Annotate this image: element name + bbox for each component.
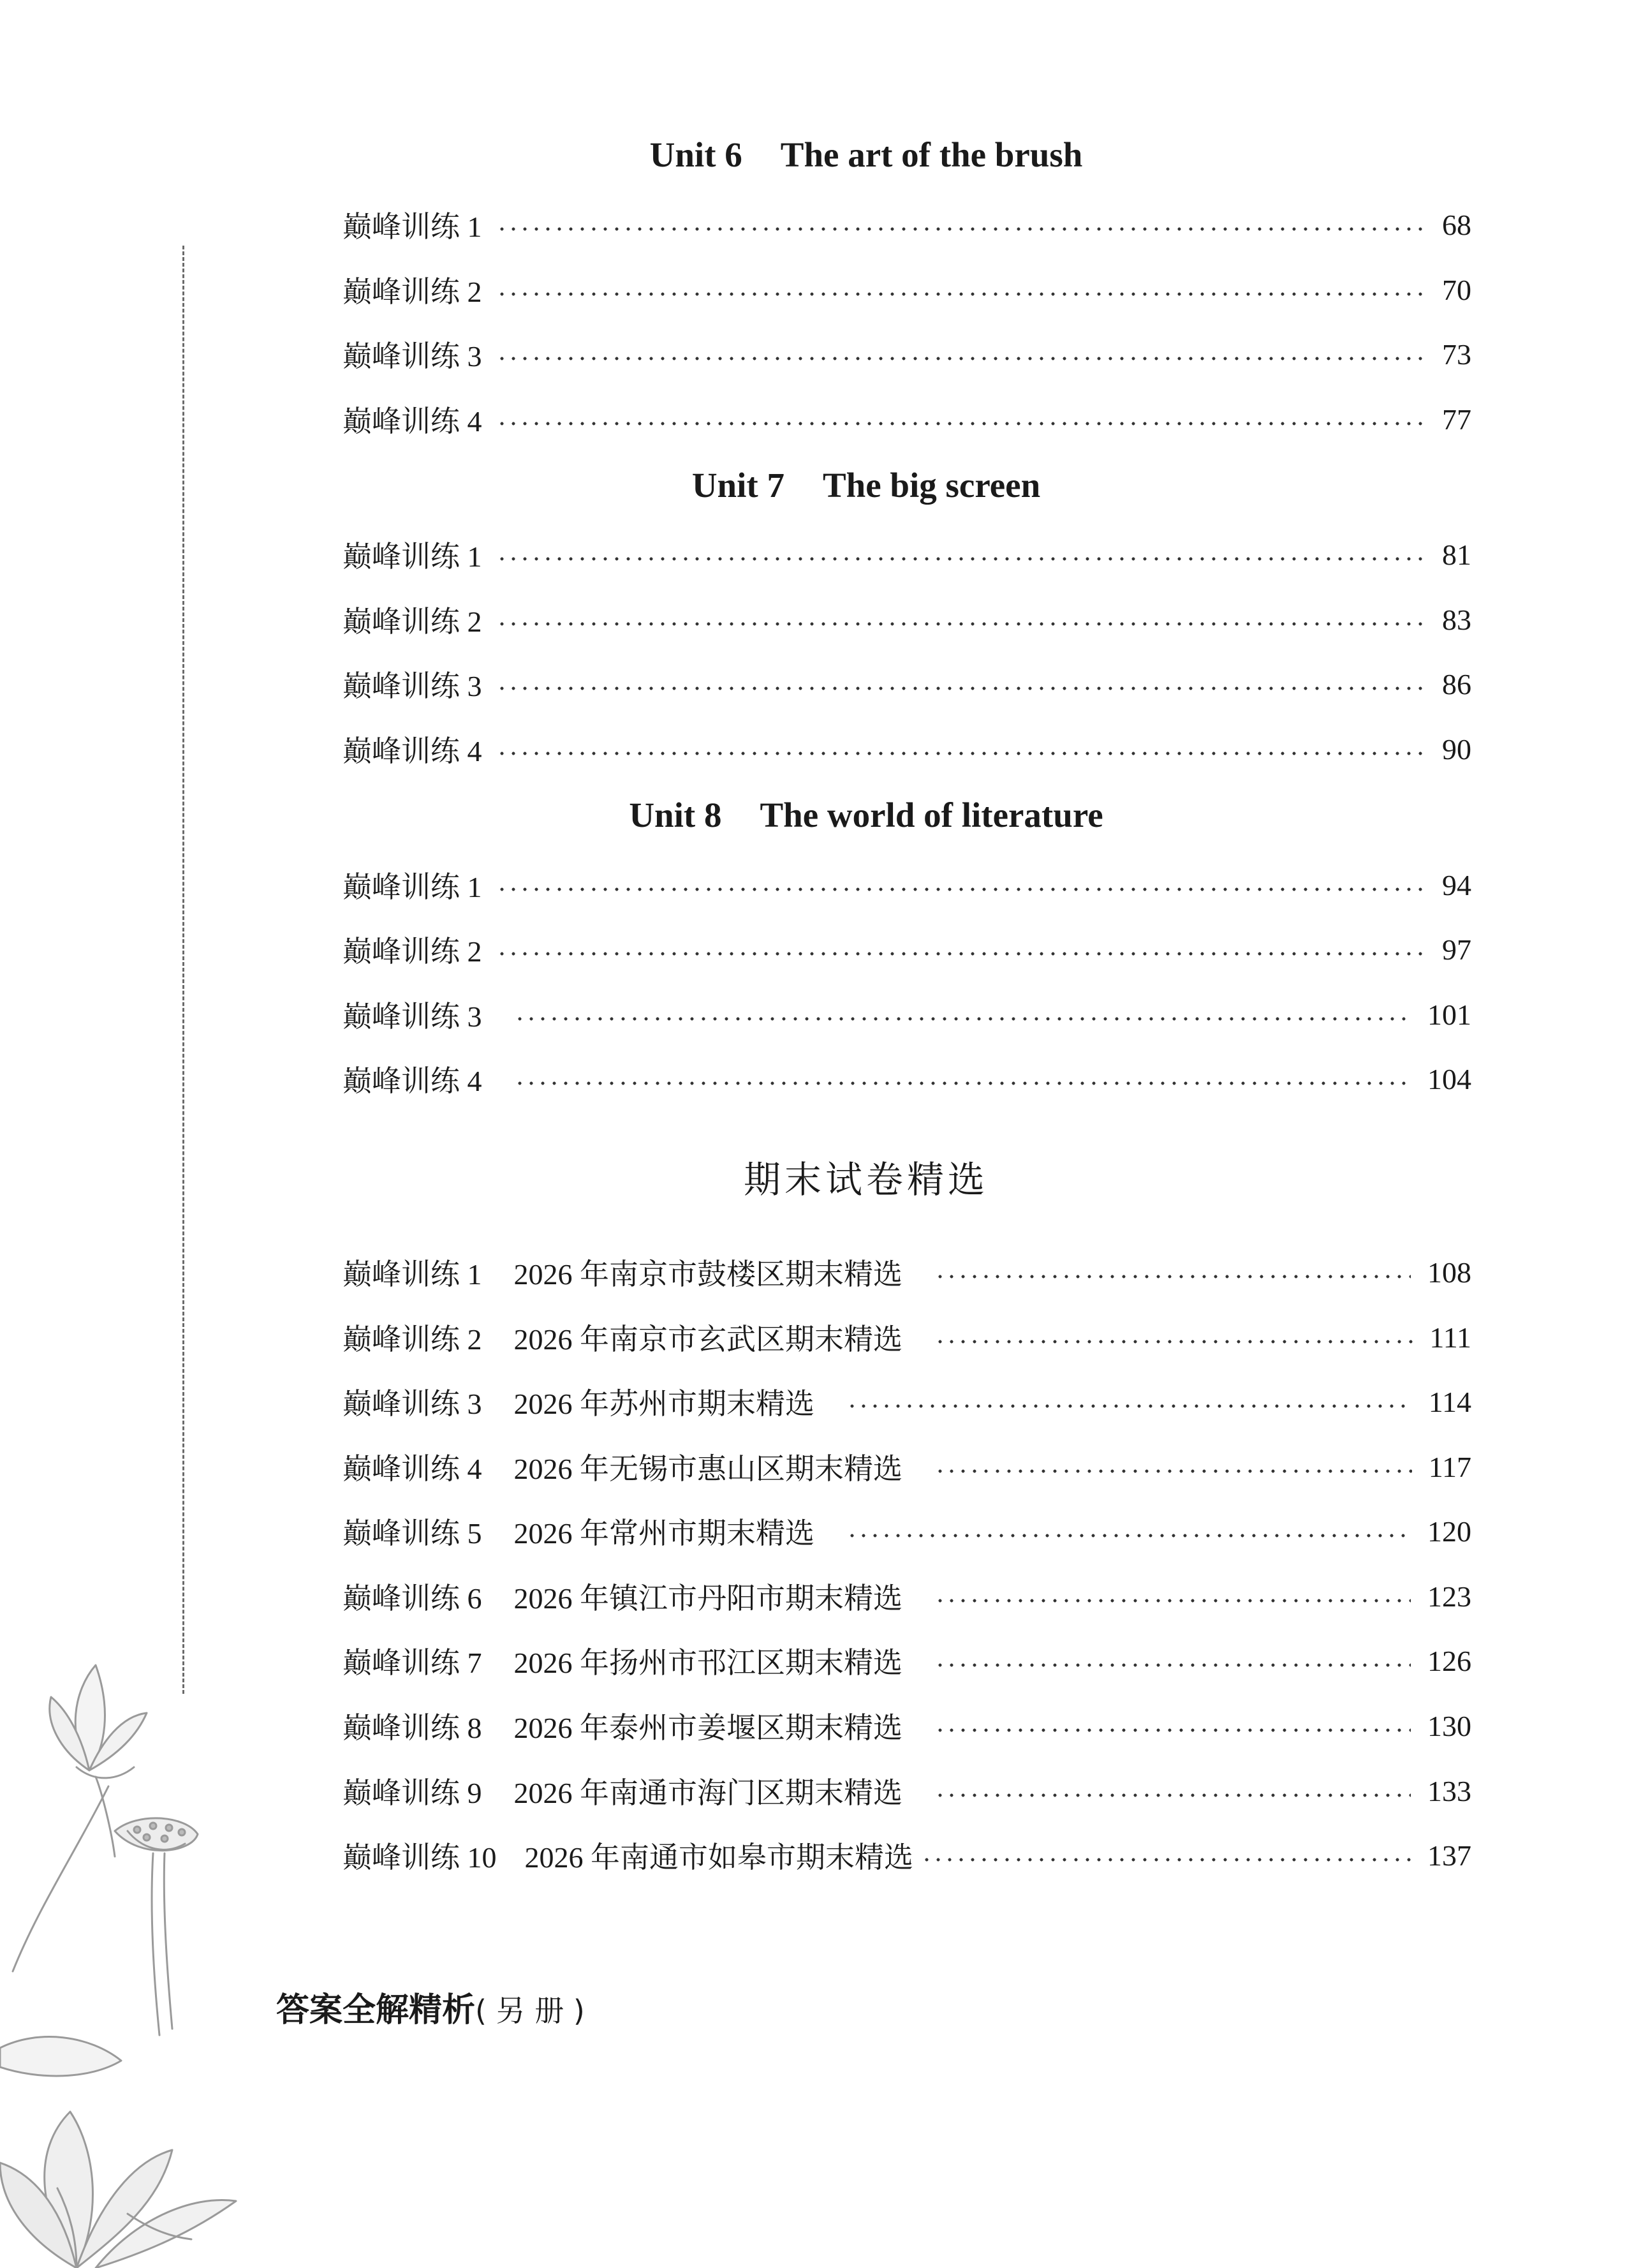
unit-6-number: Unit 6 (649, 135, 742, 174)
entry-label: 巅峰训练 1 (342, 1258, 482, 1291)
dot-leader (496, 887, 1424, 891)
entry-label: 巅峰训练 1 (342, 211, 482, 243)
entry-title: 2026 年常州市期末精选 (513, 1517, 814, 1550)
toc-entry-exam-8[interactable] (342, 1707, 1471, 1745)
page-number: 108 (1427, 1256, 1471, 1289)
unit-7-heading (0, 463, 1627, 508)
dot-leader (496, 752, 1424, 755)
entry-label: 巅峰训练 3 (342, 340, 482, 373)
entry-label: 巅峰训练 4 (342, 1065, 482, 1097)
toc-entry-exam-4[interactable] (342, 1448, 1471, 1486)
dot-leader (496, 557, 1424, 561)
dot-leader (496, 686, 1424, 690)
toc-entry-exam-10[interactable] (342, 1836, 1471, 1874)
toc-entry-unit8-3[interactable] (342, 995, 1471, 1034)
toc-entry-exam-5[interactable] (342, 1512, 1471, 1550)
toc-entry-unit7-4[interactable] (342, 730, 1471, 768)
page-number: 83 (1442, 603, 1471, 636)
dot-leader (846, 1534, 1411, 1538)
entry-label: 巅峰训练 2 (342, 276, 482, 308)
final-exams-heading: 期末试卷精选 (743, 1158, 989, 1201)
entry-label: 巅峰训练 3 (342, 1388, 482, 1420)
page-number: 123 (1427, 1580, 1471, 1613)
toc-entry-unit8-4[interactable] (342, 1060, 1471, 1098)
dot-leader (934, 1663, 1411, 1667)
entry-title: 2026 年镇江市丹阳市期末精选 (513, 1582, 902, 1615)
page-number: 114 (1428, 1385, 1471, 1418)
page-number: 130 (1427, 1709, 1471, 1742)
dot-leader (921, 1858, 1411, 1862)
unit-8-number: Unit 8 (629, 796, 722, 834)
page-number: 86 (1442, 667, 1471, 700)
page-number: 133 (1427, 1774, 1471, 1807)
unit-6-title: The art of the brush (780, 135, 1083, 174)
page-number: 97 (1442, 933, 1471, 966)
dot-leader (514, 1017, 1411, 1021)
unit-8-title: The world of literature (760, 796, 1103, 834)
dot-leader (934, 1275, 1411, 1279)
entry-title: 2026 年南京市鼓楼区期末精选 (513, 1258, 902, 1291)
toc-entry-exam-2[interactable] (342, 1318, 1471, 1356)
entry-label: 巅峰训练 5 (342, 1517, 482, 1550)
toc-entry-unit7-1[interactable] (342, 535, 1471, 574)
page-number: 117 (1428, 1450, 1471, 1483)
dot-leader (846, 1404, 1412, 1408)
page-number: 94 (1442, 868, 1471, 901)
entry-label: 巅峰训练 8 (342, 1712, 482, 1744)
entry-label: 巅峰训练 1 (342, 871, 482, 903)
dot-leader (934, 1469, 1412, 1473)
entry-label: 巅峰训练 4 (342, 405, 482, 438)
page-number: 81 (1442, 538, 1471, 571)
entry-label: 巅峰训练 1 (342, 540, 482, 573)
page-number: 101 (1427, 998, 1471, 1031)
entry-label: 巅峰训练 6 (342, 1582, 482, 1615)
entry-title: 2026 年苏州市期末精选 (513, 1388, 814, 1420)
entry-label: 巅峰训练 3 (342, 670, 482, 702)
page-number: 68 (1442, 208, 1471, 241)
toc-entry-unit8-1[interactable] (342, 866, 1471, 904)
toc-entry-unit6-3[interactable] (342, 335, 1471, 373)
entry-title: 2026 年无锡市惠山区期末精选 (513, 1453, 902, 1485)
entry-label: 巅峰训练 2 (342, 1323, 482, 1356)
toc-entry-exam-3[interactable] (342, 1382, 1471, 1421)
entry-label: 巅峰训练 3 (342, 1000, 482, 1033)
dot-leader (496, 422, 1424, 426)
toc-entry-unit6-2[interactable] (342, 271, 1471, 309)
dot-leader (934, 1340, 1413, 1344)
entry-title: 2026 年南通市如皋市期末精选 (524, 1841, 913, 1874)
dot-leader (934, 1728, 1411, 1732)
toc-entry-exam-9[interactable] (342, 1772, 1471, 1810)
entry-title: 2026 年扬州市邗江区期末精选 (513, 1647, 902, 1679)
dot-leader (514, 1081, 1411, 1085)
toc-entry-exam-7[interactable] (342, 1642, 1471, 1680)
page-number: 70 (1442, 273, 1471, 306)
lotus-illustration (0, 1640, 268, 2268)
page-number: 120 (1427, 1515, 1471, 1548)
answer-note-main: 答案全解精析 (276, 1991, 476, 2029)
entry-label: 巅峰训练 10 (342, 1841, 497, 1874)
toc-entry-unit6-4[interactable] (342, 400, 1471, 438)
page-number: 104 (1427, 1062, 1471, 1095)
dot-leader (934, 1599, 1411, 1603)
page-number: 126 (1427, 1644, 1471, 1677)
page-number: 111 (1429, 1321, 1471, 1354)
toc-entry-unit7-2[interactable] (342, 600, 1471, 639)
page-number: 137 (1427, 1839, 1471, 1872)
dot-leader (496, 292, 1424, 296)
entry-label: 巅峰训练 4 (342, 1453, 482, 1485)
unit-6-heading (0, 133, 1627, 177)
dot-leader (496, 952, 1424, 956)
unit-7-number: Unit 7 (691, 466, 784, 505)
page-number: 90 (1442, 732, 1471, 766)
unit-7-title: The big screen (822, 466, 1041, 505)
toc-entry-exam-1[interactable] (342, 1253, 1471, 1291)
dot-leader (496, 227, 1424, 231)
toc-entry-exam-6[interactable] (342, 1577, 1471, 1615)
entry-title: 2026 年南通市海门区期末精选 (513, 1777, 902, 1809)
unit-8-heading (0, 793, 1627, 838)
entry-label: 巅峰训练 2 (342, 605, 482, 638)
toc-entry-unit6-1[interactable] (342, 205, 1471, 244)
dot-leader (496, 622, 1424, 626)
entry-label: 巅峰训练 9 (342, 1777, 482, 1809)
page-number: 77 (1442, 403, 1471, 436)
answer-booklet-note[interactable] (276, 1983, 585, 2031)
dot-leader (934, 1793, 1411, 1797)
page-number: 73 (1442, 337, 1471, 371)
answer-note-paren: ( 另 册 ) (475, 1994, 585, 2028)
toc-entry-unit7-3[interactable] (342, 665, 1471, 703)
dot-leader (496, 357, 1424, 360)
entry-title: 2026 年泰州市姜堰区期末精选 (513, 1712, 902, 1744)
entry-label: 巅峰训练 4 (342, 735, 482, 767)
entry-title: 2026 年南京市玄武区期末精选 (513, 1323, 902, 1356)
toc-entry-unit8-2[interactable] (342, 930, 1471, 968)
entry-label: 巅峰训练 7 (342, 1647, 482, 1679)
entry-label: 巅峰训练 2 (342, 935, 482, 968)
